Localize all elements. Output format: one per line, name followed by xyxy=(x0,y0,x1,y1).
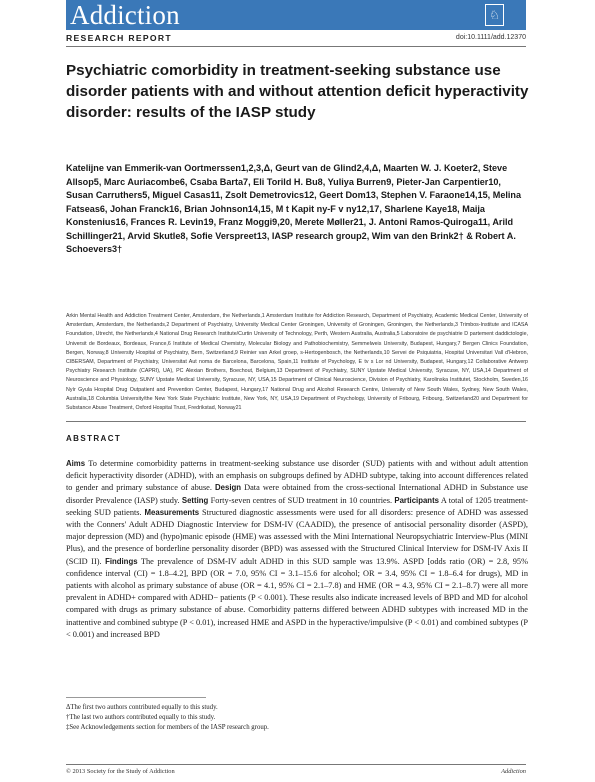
footnote-divider xyxy=(66,697,206,698)
findings-label: Findings xyxy=(105,556,138,566)
footnotes xyxy=(66,703,528,732)
copyright-notice: © 2013 Society for the Study of Addiction xyxy=(66,768,175,775)
affiliation-list: Arkin Mental Health and Addiction Treatment Center, Amsterdam, the Netherlands,1 Amsterdam Institute for Addiction Research, Department of Psychiatry, Academic Medical Center, University of Amsterdam, Amsterdam, the Netherlands,2 Department of Psychiatry, University Medical Center Groningen, University of Groningen, Groningen, the Netherlands,3 Trimbos-Institute and ICASA Foundation, Utrecht, the Netherlands,4 National Drug Research Institute/Curtin University of Technology, Perth, Western Australia, Australia,5 Laboratoire de psychiatrie D partement daddictologie, Universit de Bordeaux, Bordeaux, France,6 Institute of Medical Chemistry, Molecular Biology and Pathobiochemistry, Semmelweis University, Budapest, Hungary,7 Bergen Clinics Foundation, Bergen, Norway,8 University Hospital of Psychiatry, Bern, Switzerland,9 Reinier van Arkel groep, s-Hertogenbosch, the Netherlands,10 Servei de Psiquiatria, Hospital Universitari Vall d'Hebron, CIBERSAM, Department of Psychiatry, Universitat Aut noma de Barcelona, Barcelona, Spain,11 Institute of Psychology, E tv s Lor nd University, Budapest, Hungary,12 Collaborative Antwerp Psychiatry Research Institute (CAPRI), UA), PC Alexian Brothers, Boechout, Belgium,13 Department of Psychiatry, SUNY Upstate Medical University, Syracuse, NY, USA,14 Department of Neuroscience and Physiology, SUNY Upstate Medical University, Syracuse, NY, USA,15 Department of Clinical Neuroscience, Division of Psychiatry, Karolinska Institutet, Stockholm, Sweden,16 Nyír Gyula Hospital Drug Outpatient and Prevention Center, Budapest, Hungary,17 National Drug and Alcohol Research Centre, University of New South Wales, Sydney, New South Wales, Australia,18 Columbia University/the New York State Psychiatric Institute, New York, NY, USA,19 Department of Psychology, University of Fribourg, Fribourg, Switzerland20 and Department for Substance Abuse Treatment, Oxford Hospital Trust, Fredrikstad, Norway21 xyxy=(66,313,528,412)
abstract-body xyxy=(66,458,528,641)
footnote: †The last two authors contributed equally to this study. xyxy=(66,713,216,721)
setting-label: Setting xyxy=(181,495,209,505)
abstract-divider xyxy=(66,421,526,422)
author-list: Katelijne van Emmerik-van Oortmerssen1,2,3,Δ, Geurt van de Glind2,4,Δ, Maarten W. J. Koeter2, Steve Allsop5, Marc Auriacombe6, Csaba Barta7, Eli Torild H. Bu8, Yuliya Burren9, Pieter-Jan Carpentier10, Susan Carruthers5, Miguel Casas11, Zsolt Demetrovics12, Geert Dom13, Stephen V. Faraone14,15, Melina Fatseas6, Johan Franck16, Brian Johnson14,15, M t Kapit ny-F v ny12,17, Sharlene Kaye18, Maija Konstenius16, Frances R. Levin19, Franz Moggi9,20, Merete Møller21, J. Antoni Ramos-Quiroga11, Arild Schillinger21, Arvid Skutle8, Sofie Verspreet13, IASP research group2, Wim van den Brink2† & Robert A. Schoevers3† xyxy=(66,163,522,254)
article-header xyxy=(66,33,526,47)
participants-text: A total of 1205 treatment-seeking SUD patients. xyxy=(66,495,529,517)
society-crest-icon: ♘ xyxy=(485,4,504,26)
doi-link[interactable]: doi:10.1111/add.12370 xyxy=(455,34,526,41)
design-label: Design xyxy=(215,483,242,493)
findings-text: The prevalence of DSM-IV adult ADHD in this SUD sample was 13.9%. ASPD [odds ratio (OR) = 2.8, 95% confidence interval (CI) = 1.8–4.2], BPD (OR = 7.0, 95% CI = 3.1–15.6 for alcohol; OR = 3.4, 95% CI = 1.8–6.4 for drugs), MD in patients with alcohol as primary substance of abuse (OR = 4.1, 95% CI = 2.1–7.8) and HME (OR = 4.3, 95% CI = 2.1–8.7) were all more prevalent in ADHD+ compared with ADHD− patients (P < 0.001). These results also indicate increased levels of BPD and MD for alcohol compared with drugs as primary substance of abuse. Comorbidity patterns differed between ADHD subtypes with increased MD in the inattentive and combined subtype (P < 0.01), increased HME and ASPD in the hyperactive/impulsive (P < 0.01) and combined subtypes (P < 0.001) and increased BPD xyxy=(66,556,528,639)
participants-label: Participants xyxy=(394,495,440,505)
design-text: Data were obtained from the cross-sectional International ADHD in Substance use disorder Prevalence (IASP) study. xyxy=(66,483,528,505)
setting-text: Forty-seven centres of SUD treatment in 10 countries. xyxy=(210,495,393,505)
aims-label: Aims xyxy=(66,459,86,468)
footnote: ΔThe first two authors contributed equally to this study. xyxy=(66,704,218,711)
aims-text: To determine comorbidity patterns in treatment-seeking substance use disorder (SUD) patients with and without adult attention deficit hyperactivity disorder (ADHD), with an emphasis on subgroups defined by ADHD subtype, taking into account differences related to gender and primary substance of abuse. xyxy=(66,459,528,493)
footer-journal-name: Addiction xyxy=(501,768,526,775)
section-label: RESEARCH REPORT xyxy=(66,33,172,43)
article-title: Psychiatric comorbidity in treatment-seeking substance use disorder patients with and without attention deficit hyperactivity disorder: results of the IASP study xyxy=(66,62,529,121)
footer-divider xyxy=(66,764,526,765)
abstract-heading: ABSTRACT xyxy=(66,434,122,443)
measurements-text: Structured diagnostic assessments were used for all disorders: presence of ADHD was assessed with the Conners' Adult ADHD Diagnostic Interview for DSM-IV (CAADID), the presence of antisocial personality disorder (ASPD), major depression (MD) and (hypo)manic episode (HME) was assessed with the Mini International Neuropsychiatric Interview-Plus (MINI Plus), and the presence of borderline personality disorder (BPD) was assessed with the Structured Clinical Interview for DSM-IV Axis II (SCID II). xyxy=(66,507,529,566)
journal-name: Addiction xyxy=(70,0,180,30)
footnote: ‡See Acknowledgements section for members of the IASP research group. xyxy=(66,723,269,731)
measurements-label: Measurements xyxy=(144,507,200,517)
header-divider xyxy=(66,46,526,47)
